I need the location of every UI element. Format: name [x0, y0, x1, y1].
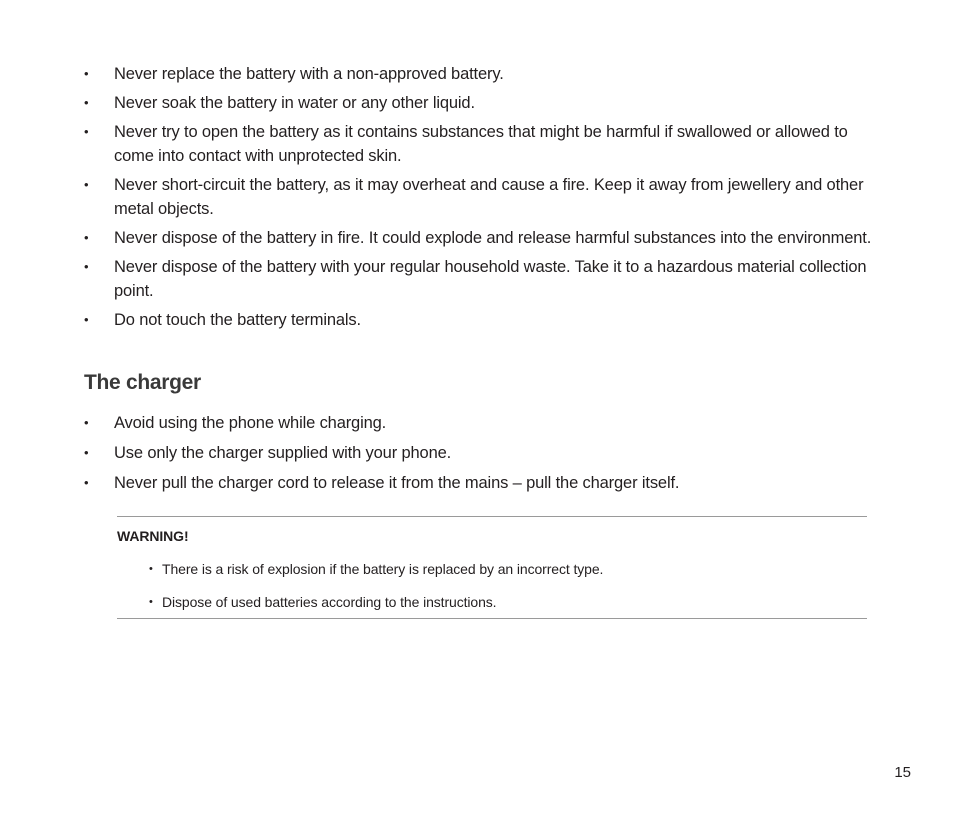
list-item-text: Do not touch the battery terminals.: [114, 311, 361, 329]
list-item: [84, 308, 874, 332]
section-heading-charger: The charger: [84, 371, 201, 394]
bullet-icon: •: [84, 177, 89, 192]
bullet-icon: •: [84, 95, 89, 110]
list-item: [84, 91, 874, 115]
list-item: [84, 120, 874, 168]
bullet-icon: •: [84, 66, 89, 81]
bullet-icon: •: [84, 124, 89, 139]
list-item-text: Never replace the battery with a non-approved battery.: [114, 65, 504, 83]
list-item: [84, 255, 874, 303]
list-item: [84, 441, 874, 465]
bullet-icon: •: [84, 475, 89, 490]
list-item-text: Dispose of used batteries according to the instructions.: [162, 594, 497, 610]
list-item: [84, 471, 874, 495]
warning-box: [117, 516, 867, 619]
bullet-icon: •: [84, 230, 89, 245]
warning-list: [149, 559, 603, 625]
list-item-text: Never short-circuit the battery, as it may overheat and cause a fire. Keep it away from jewellery and other metal objects.: [114, 176, 864, 218]
bullet-icon: •: [149, 563, 153, 575]
battery-safety-list: [84, 62, 874, 337]
page-number: 15: [894, 764, 911, 781]
list-item: [84, 173, 874, 221]
bullet-icon: •: [149, 596, 153, 608]
charger-safety-list: [84, 411, 874, 501]
list-item-text: Use only the charger supplied with your phone.: [114, 444, 452, 462]
list-item: [84, 62, 874, 86]
list-item: [149, 559, 603, 579]
warning-title: WARNING!: [117, 528, 189, 544]
list-item-text: Never soak the battery in water or any other liquid.: [114, 94, 475, 112]
list-item-text: Never pull the charger cord to release it from the mains – pull the charger itself.: [114, 474, 680, 492]
bullet-icon: •: [84, 415, 89, 430]
list-item: [149, 592, 603, 612]
list-item: [84, 411, 874, 435]
bullet-icon: •: [84, 259, 89, 274]
bullet-icon: •: [84, 312, 89, 327]
list-item-text: Avoid using the phone while charging.: [114, 414, 387, 432]
bullet-icon: •: [84, 445, 89, 460]
list-item-text: Never dispose of the battery in fire. It could explode and release harmful substances into the environment.: [114, 229, 872, 247]
list-item: [84, 226, 874, 250]
list-item-text: There is a risk of explosion if the battery is replaced by an incorrect type.: [162, 561, 604, 577]
list-item-text: Never dispose of the battery with your regular household waste. Take it to a hazardous material collection point.: [114, 258, 867, 300]
list-item-text: Never try to open the battery as it contains substances that might be harmful if swallowed or allowed to come into contact with unprotected skin.: [114, 123, 848, 165]
